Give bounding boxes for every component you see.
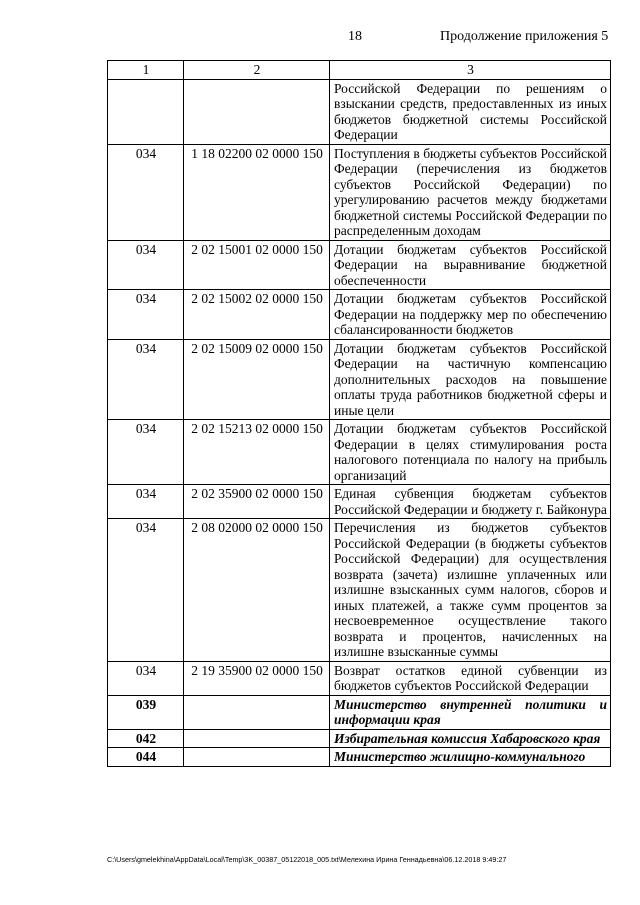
table-row (108, 144, 611, 240)
ministry-row (108, 695, 611, 729)
budget-codes-table (107, 60, 611, 767)
column-header-2: 2 (184, 61, 330, 80)
file-path-footer: C:\Users\gmelekhina\AppData\Local\Temp\3K_00387_05122018_005.txt\Мелехина Ирина Геннадьевна\06.12.2018 9:49:27 (107, 855, 507, 864)
description-cell: Дотации бюджетам субъектов Российской Федерации на выравнивание бюджетной обеспеченности (330, 240, 611, 290)
admin-code-cell: 034 (108, 240, 184, 290)
page-number: 18 (348, 29, 362, 44)
budget-code-cell: 2 02 15001 02 0000 150 (184, 240, 330, 290)
description-cell: Возврат остатков единой субвенции из бюджетов субъектов Российской Федерации (330, 661, 611, 695)
description-cell: Перечисления из бюджетов субъектов Российской Федерации (в бюджеты субъектов Российской Федерации) для осуществления возврата (зачета) излишне уплаченных или излишне взысканных сумм налогов, сборов и иных платежей, а также сумм процентов за несвоевременное осуществление такого возврата и процентов, начисленных на излишне взысканные суммы (330, 519, 611, 662)
column-header-3: 3 (330, 61, 611, 80)
budget-code-cell (184, 729, 330, 748)
admin-code-cell: 034 (108, 661, 184, 695)
admin-code-cell: 034 (108, 519, 184, 662)
budget-code-cell: 2 08 02000 02 0000 150 (184, 519, 330, 662)
ministry-name-cell: Министерство внутренней политики и информации края (330, 695, 611, 729)
budget-code-cell: 2 02 15002 02 0000 150 (184, 290, 330, 340)
ministry-name-cell: Избирательная комиссия Хабаровского края (330, 729, 611, 748)
admin-code-cell: 034 (108, 144, 184, 240)
description-cell: Дотации бюджетам субъектов Российской Федерации на частичную компенсацию дополнительных расходов на повышение оплаты труда работников бюджетной сферы и иные цели (330, 339, 611, 420)
budget-code-cell (184, 79, 330, 144)
admin-code-cell: 034 (108, 339, 184, 420)
budget-code-cell (184, 748, 330, 767)
table-header-row (108, 61, 611, 80)
description-cell: Единая субвенция бюджетам субъектов Российской Федерации и бюджету г. Байконура (330, 485, 611, 519)
admin-code-cell: 034 (108, 290, 184, 340)
continuation-label: Продолжение приложения 5 (440, 29, 609, 44)
description-cell: Российской Федерации по решениям о взыскании средств, предоставленных из иных бюджетов бюджетной системы Российской Федерации (330, 79, 611, 144)
table-row (108, 420, 611, 485)
table-row (108, 339, 611, 420)
column-header-1: 1 (108, 61, 184, 80)
description-cell: Дотации бюджетам субъектов Российской Федерации на поддержку мер по обеспечению сбалансированности бюджетов (330, 290, 611, 340)
admin-code-cell: 039 (108, 695, 184, 729)
budget-code-cell: 2 02 35900 02 0000 150 (184, 485, 330, 519)
description-cell: Дотации бюджетам субъектов Российской Федерации в целях стимулирования роста налогового потенциала по налогу на прибыль организаций (330, 420, 611, 485)
description-cell: Поступления в бюджеты субъектов Российской Федерации (перечисления из бюджетов субъектов Российской Федерации) по урегулированию расчетов между бюджетами бюджетной системы Российской Федерации по распределенным доходам (330, 144, 611, 240)
ministry-row (108, 729, 611, 748)
ministry-name-cell: Министерство жилищно-коммунального (330, 748, 611, 767)
table-row (108, 79, 611, 144)
budget-code-cell (184, 695, 330, 729)
budget-code-cell: 2 02 15009 02 0000 150 (184, 339, 330, 420)
admin-code-cell: 042 (108, 729, 184, 748)
admin-code-cell: 034 (108, 420, 184, 485)
table-row (108, 519, 611, 662)
admin-code-cell: 034 (108, 485, 184, 519)
table-row (108, 661, 611, 695)
ministry-row (108, 748, 611, 767)
budget-code-cell: 2 02 15213 02 0000 150 (184, 420, 330, 485)
table-row (108, 290, 611, 340)
budget-code-cell: 1 18 02200 02 0000 150 (184, 144, 330, 240)
admin-code-cell (108, 79, 184, 144)
budget-code-cell: 2 19 35900 02 0000 150 (184, 661, 330, 695)
table-row (108, 240, 611, 290)
admin-code-cell: 044 (108, 748, 184, 767)
table-row (108, 485, 611, 519)
